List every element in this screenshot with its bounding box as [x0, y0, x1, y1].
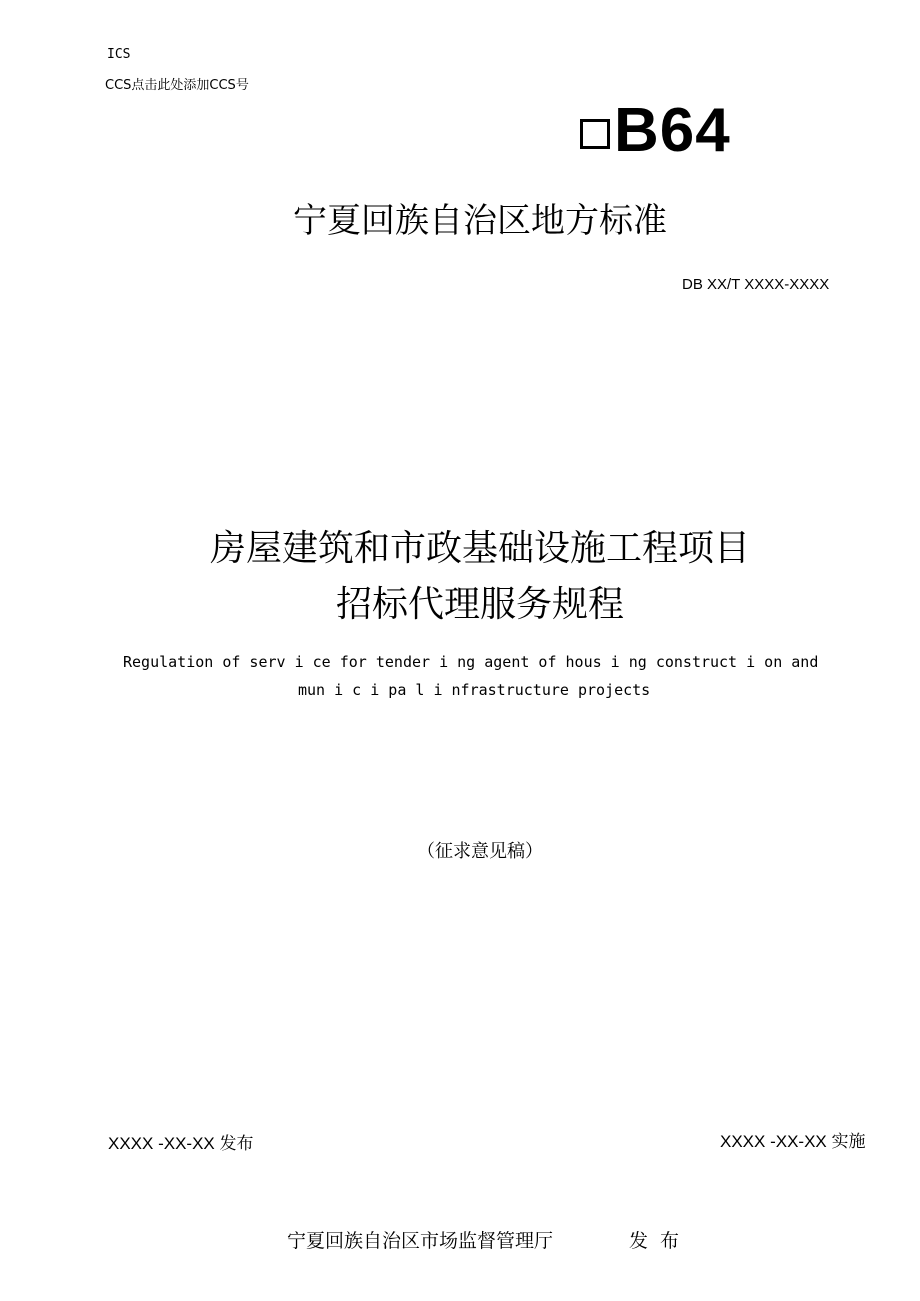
standard-code-text: B64	[614, 96, 731, 165]
english-title-line-1: Regulation of serv i ce for tender i ng agent of hous i ng construct i on and	[123, 653, 819, 671]
checkbox-square-icon	[580, 119, 610, 149]
publish-date: XXXX -XX-XX 发布	[108, 1134, 254, 1153]
region-standard-title: 宁夏回族自治区地方标准	[293, 201, 667, 241]
standard-number: DB XX/T XXXX-XXXX	[682, 276, 830, 293]
issuer-name: 宁夏回族自治区市场监督管理厅	[287, 1230, 554, 1252]
english-title-line-2: mun i c i pa l i nfrastructure projects	[298, 681, 651, 699]
implement-date: XXXX -XX-XX 实施	[720, 1132, 866, 1151]
standard-code	[580, 95, 731, 166]
ccs-label: CCS点击此处添加CCS号	[105, 78, 249, 93]
document-title-line-1: 房屋建筑和市政基础设施工程项目	[209, 528, 750, 569]
issuer-action: 发 布	[629, 1230, 683, 1252]
ics-label: ICS	[107, 47, 131, 62]
document-title-line-2: 招标代理服务规程	[335, 584, 624, 625]
draft-status: （征求意见稿）	[417, 841, 543, 862]
